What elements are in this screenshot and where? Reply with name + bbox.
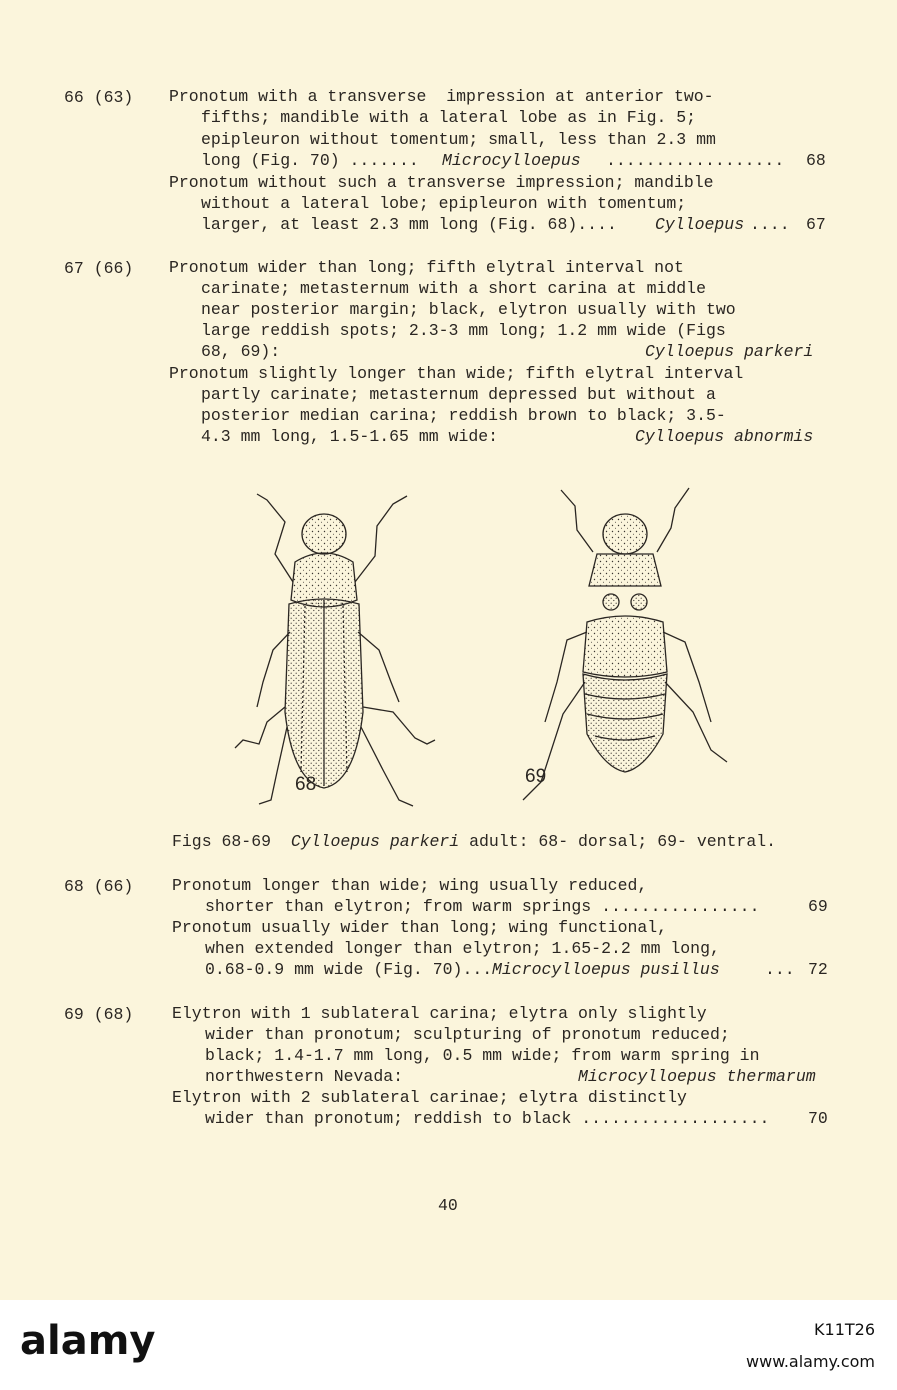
caption-prefix: Figs 68-69	[172, 832, 272, 851]
key-line: long (Fig. 70) .......	[201, 151, 419, 170]
key-line: carinate; metasternum with a short carina at middle	[201, 279, 706, 298]
key-line: 68, 69):	[201, 342, 281, 361]
key-line: Pronotum slightly longer than wide; fifth elytral interval	[169, 364, 744, 383]
taxon-name: Microcylloepus thermarum	[578, 1067, 816, 1086]
key-line: fifths; mandible with a lateral lobe as in Fig. 5;	[201, 108, 697, 127]
watermark-footer	[0, 1300, 897, 1390]
key-line: epipleuron without tomentum; small, less than 2.3 mm	[201, 130, 716, 149]
figures-68-69	[215, 482, 755, 812]
footer-url: www.alamy.com	[746, 1352, 875, 1371]
key-line: Elytron with 2 sublateral carinae; elytra distinctly	[172, 1088, 687, 1107]
couplet-number: 68 (66)	[64, 877, 134, 896]
dorsal-beetle-drawing	[235, 494, 435, 806]
key-line: Pronotum usually wider than long; wing functional,	[172, 918, 668, 937]
taxon-name: Microcylloepus pusillus	[492, 960, 720, 979]
couplet-number: 69 (68)	[64, 1005, 134, 1024]
lead-number: 70	[808, 1109, 828, 1128]
lead-number: 69	[808, 897, 828, 916]
key-line: Pronotum longer than wide; wing usually reduced,	[172, 876, 648, 895]
key-line: Pronotum without such a transverse impression; mandible	[169, 173, 714, 192]
figure-label-68: 68	[295, 774, 317, 795]
key-line: 4.3 mm long, 1.5-1.65 mm wide:	[201, 427, 499, 446]
key-line: northwestern Nevada:	[205, 1067, 404, 1086]
image-id: K11T26	[814, 1320, 875, 1339]
key-line: posterior median carina; reddish brown to black; 3.5-	[201, 406, 726, 425]
key-line: near posterior margin; black, elytron usually with two	[201, 300, 736, 319]
key-line: without a lateral lobe; epipleuron with tomentum;	[201, 194, 687, 213]
couplet-number: 66 (63)	[64, 88, 134, 107]
key-line: when extended longer than elytron; 1.65-2.2 mm long,	[205, 939, 720, 958]
couplet-number: 67 (66)	[64, 259, 134, 278]
taxon-name: Microcylloepus	[442, 151, 581, 170]
key-line: black; 1.4-1.7 mm long, 0.5 mm wide; from warm spring in	[205, 1046, 760, 1065]
figure-caption	[172, 832, 776, 851]
alamy-logo: alamy	[20, 1318, 156, 1364]
lead-number: 67	[806, 215, 826, 234]
leader-dots: ....	[750, 215, 790, 234]
key-line: wider than pronotum; reddish to black ...................	[205, 1109, 770, 1128]
key-line: partly carinate; metasternum depressed but without a	[201, 385, 716, 404]
key-line: larger, at least 2.3 mm long (Fig. 68)....	[201, 215, 617, 234]
key-line: large reddish spots; 2.3-3 mm long; 1.2 mm wide (Figs	[201, 321, 726, 340]
key-line: Pronotum wider than long; fifth elytral interval not	[169, 258, 684, 277]
caption-suffix: adult: 68- dorsal; 69- ventral.	[469, 832, 777, 851]
ventral-beetle-drawing	[523, 488, 727, 800]
lead-number: 68	[806, 151, 826, 170]
taxon-name: Cylloepus parkeri	[645, 342, 814, 361]
key-line: wider than pronotum; sculpturing of pronotum reduced;	[205, 1025, 730, 1044]
figure-label-69: 69	[525, 766, 547, 787]
page-number: 40	[438, 1196, 458, 1215]
key-line: shorter than elytron; from warm springs ................	[205, 897, 760, 916]
taxon-name: Cylloepus abnormis	[635, 427, 814, 446]
lead-number: 72	[808, 960, 828, 979]
key-line: Pronotum with a transverse impression at anterior two-	[169, 87, 714, 106]
key-line: 0.68-0.9 mm wide (Fig. 70)...	[205, 960, 493, 979]
key-line: Elytron with 1 sublateral carina; elytra only slightly	[172, 1004, 707, 1023]
leader-dots: ...	[765, 960, 795, 979]
beetle-illustrations	[215, 482, 755, 812]
leader-dots: ..................	[606, 151, 785, 170]
caption-taxon: Cylloepus parkeri	[290, 832, 460, 851]
taxon-name: Cylloepus	[655, 215, 745, 234]
